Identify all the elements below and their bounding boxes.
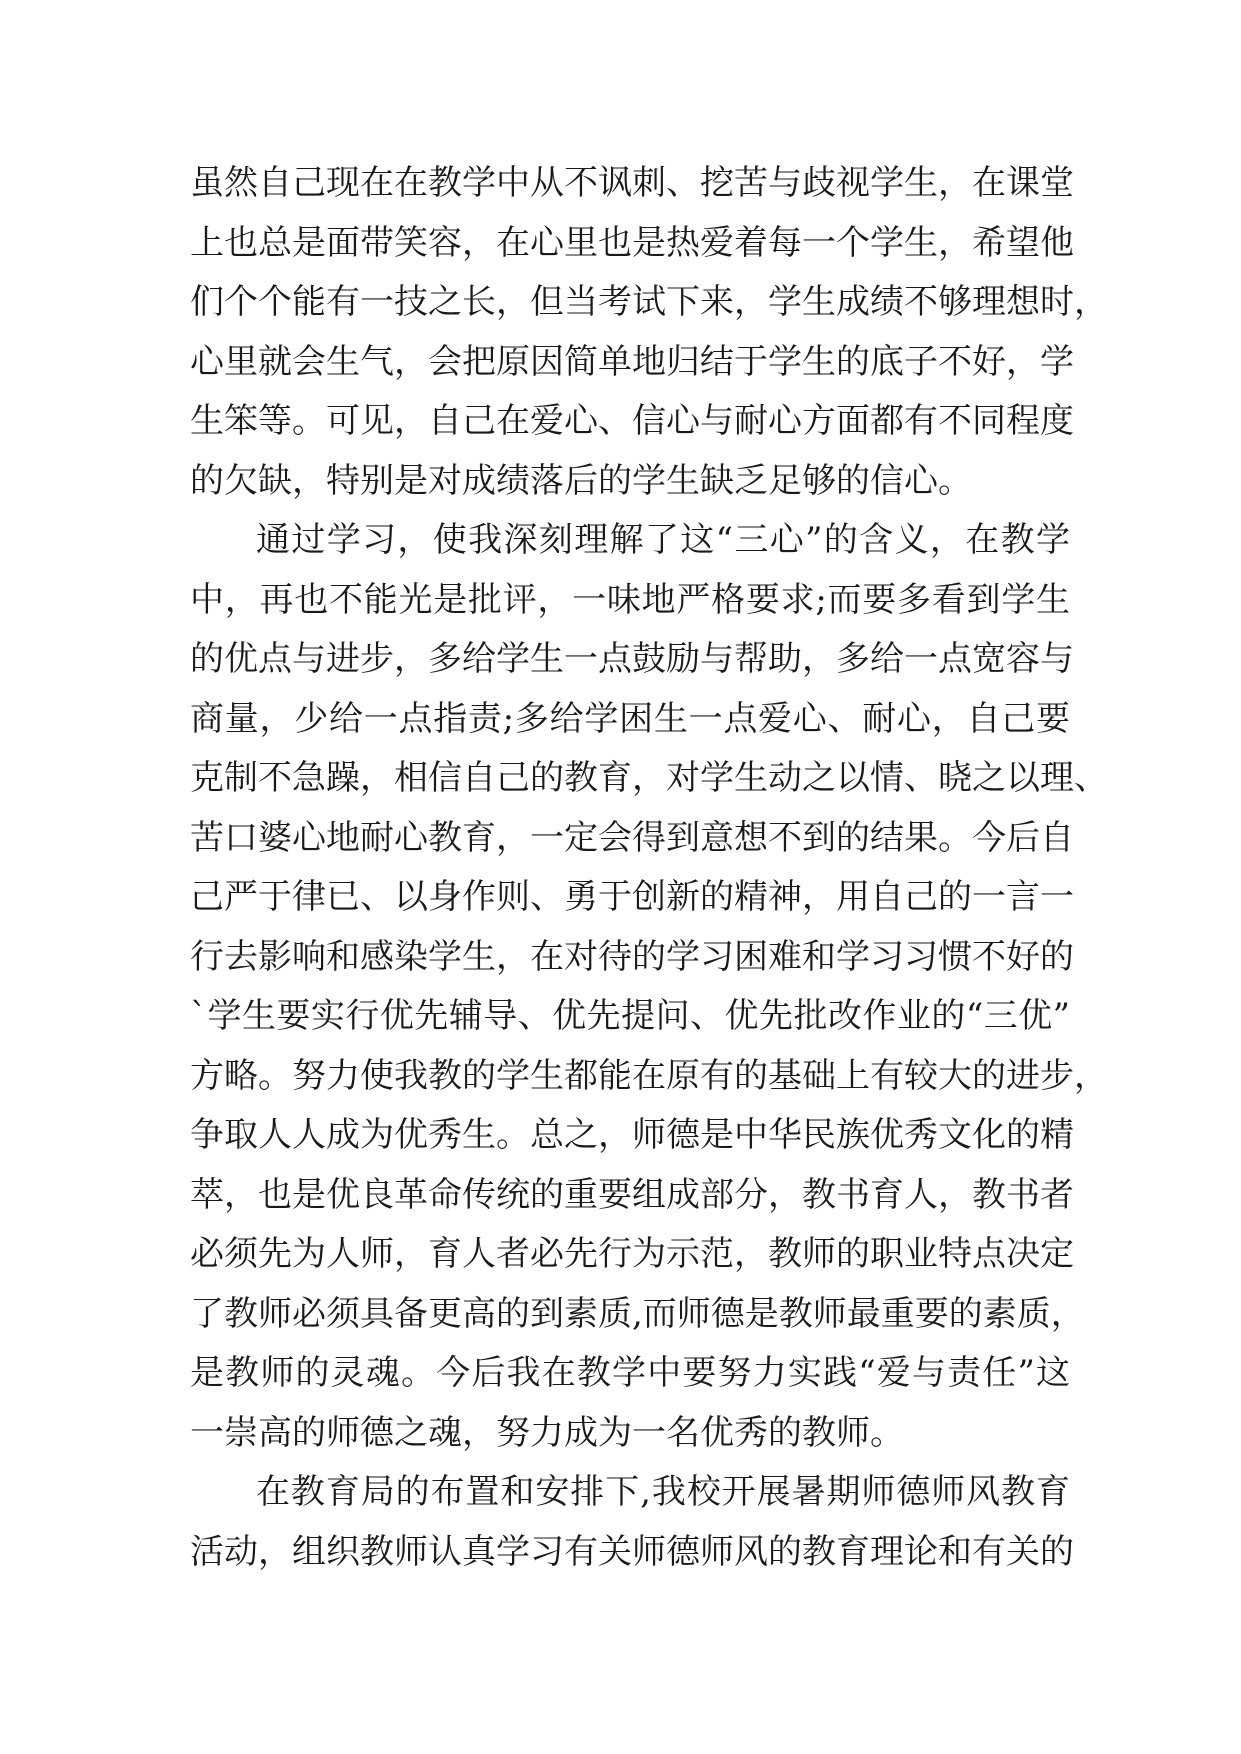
paragraph-start-line: 在教育局的布置和安排下,我校开展暑期师德师风教育 (256, 1472, 1070, 1512)
text-line: `学生要实行优先辅导、优先提问、优先批改作业的“三优” (190, 996, 1070, 1036)
text-line: 行去影响和感染学生，在对待的学习困难和学习习惯不好的 (190, 936, 1074, 977)
paragraph-start-line: 通过学习，使我深刻理解了这“三心”的含义，在教学 (256, 520, 1070, 560)
text-line: 活动，组织教师认真学习有关师德师风的教育理论和有关的 (190, 1531, 1074, 1572)
paragraph-end-line: 一崇高的师德之魂，努力成为一名优秀的教师。 (190, 1412, 904, 1453)
text-line: 是教师的灵魂。今后我在教学中要努力实践“爱与责任”这 (190, 1353, 1070, 1393)
text-line: 的优点与进步，多给学生一点鼓励与帮助，多给一点宽容与 (190, 639, 1074, 679)
text-line: 上也总是面带笑容，在心里也是热爱着每一个学生，希望他 (190, 222, 1074, 263)
text-line: 了教师必须具备更高的到素质,而师德是教师最重要的素质， (190, 1293, 1085, 1334)
text-line: 方略。努力使我教的学生都能在原有的基础上有较大的进步， (190, 1055, 1108, 1096)
text-line: 虽然自己现在在教学中从不讽刺、挖苦与歧视学生，在课堂 (190, 163, 1074, 203)
text-line: 争取人人成为优秀生。总之，师德是中华民族优秀文化的精 (190, 1115, 1074, 1155)
body-text (190, 154, 1108, 1582)
paragraph-end-line: 的欠缺，特别是对成绩落后的学生缺乏足够的信心。 (190, 460, 972, 501)
text-line: 苦口婆心地耐心教育，一定会得到意想不到的结果。今后自 (190, 817, 1074, 858)
text-line: 萃，也是优良革命传统的重要组成部分，教书育人，教书者 (190, 1174, 1074, 1215)
text-line: 们个个能有一技之长，但当考试下来，学生成绩不够理想时， (190, 282, 1108, 322)
text-line: 必须先为人师，育人者必先行为示范，教师的职业特点决定 (190, 1234, 1074, 1274)
text-line: 中，再也不能光是批评，一味地严格要求;而要多看到学生 (190, 579, 1070, 620)
text-line: 己严于律已、以身作则、勇于创新的精神，用自己的一言一 (190, 877, 1074, 917)
text-line: 商量，少给一点指责;多给学困生一点爱心、耐心，自己要 (190, 698, 1070, 739)
text-line: 心里就会生气，会把原因简单地归结于学生的底子不好，学 (190, 341, 1074, 382)
text-line: 克制不急躁，相信自己的教育，对学生动之以情、晓之以理、 (190, 758, 1108, 798)
text-line: 生笨等。可见，自己在爱心、信心与耐心方面都有不同程度 (190, 401, 1074, 441)
